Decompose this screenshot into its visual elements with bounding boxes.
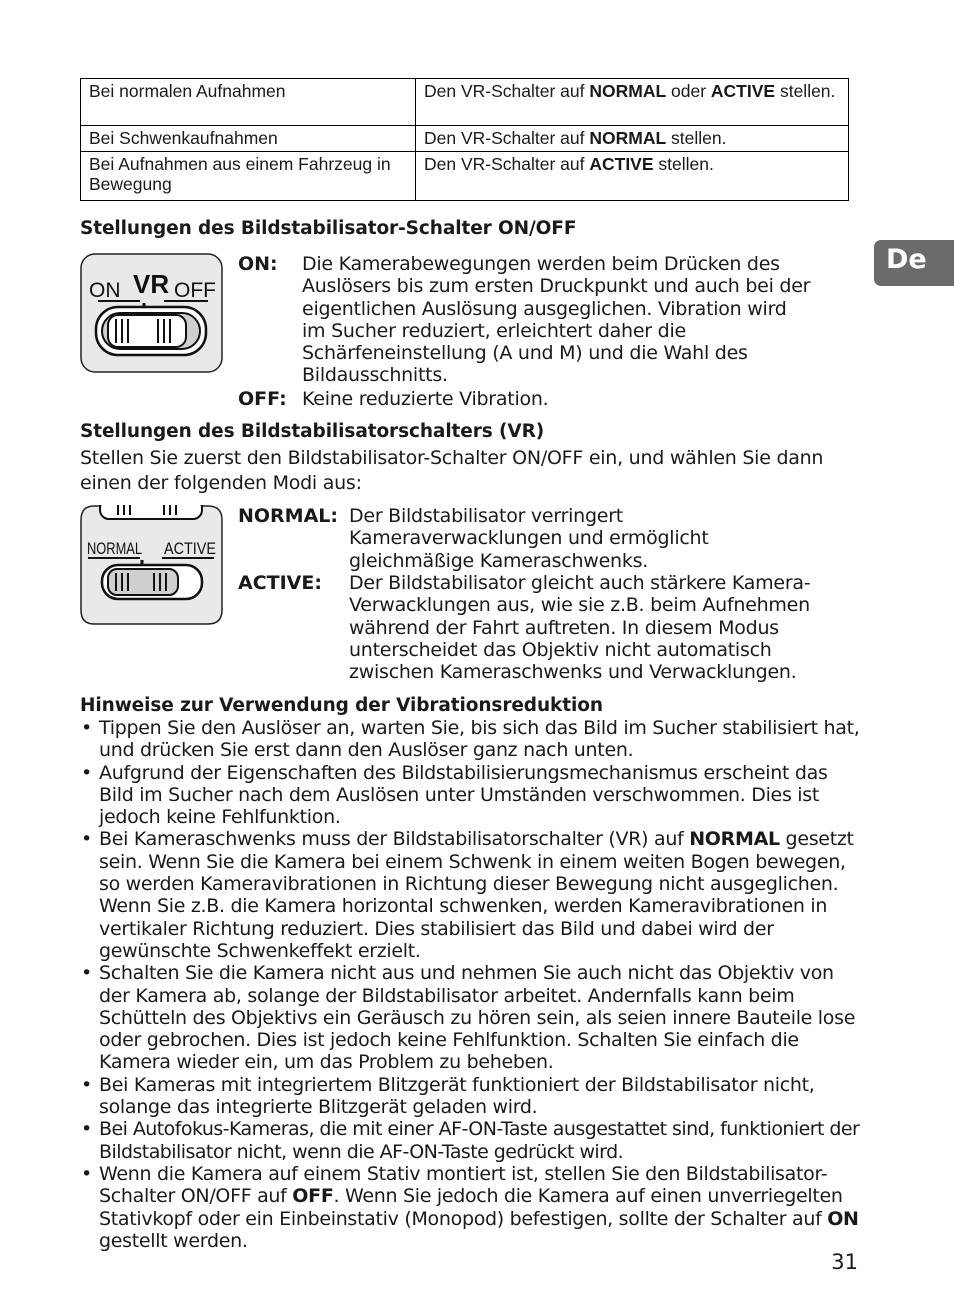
list-item: • Wenn die Kamera auf einem Stativ montiert ist, stellen Sie den Bildstabilisator-Schalter ON/OFF auf OFF. Wenn Sie jedoch die Kamera auf einen unverriegelten Stativkopf oder ein Einbeinstativ (Monopod) befestigen, sollte der Schalter auf ON gestellt werden. — [80, 1163, 866, 1252]
table-cell-situation: Bei Schwenkaufnahmen — [81, 126, 416, 152]
normal-label: NORMAL: — [238, 505, 339, 527]
switch-on-label: ON — [89, 279, 121, 302]
table-cell-situation: Bei Aufnahmen aus einem Fahrzeug in Bewegung — [81, 152, 416, 201]
language-tab — [874, 240, 954, 286]
list-item: • Bei Autofokus-Kameras, die mit einer AF-ON-Taste ausgestattet sind, funktioniert der Bildstabilisator nicht, wenn die AF-ON-Taste gedrückt wird. — [80, 1118, 866, 1163]
vr-modes-intro: Stellen Sie zuerst den Bildstabilisator-Schalter ON/OFF ein, und wählen Sie dann einen der folgenden Modi aus: — [80, 447, 824, 494]
list-item: • Tippen Sie den Auslöser an, warten Sie, bis sich das Bild im Sucher stabilisiert hat, und drücken Sie erst dann den Auslöser ganz nach unten. — [80, 717, 866, 762]
language-tab-label: De — [886, 244, 927, 275]
switch-vr-label: VR — [133, 269, 170, 299]
table-cell-situation: Bei normalen Aufnahmen — [81, 79, 416, 126]
vr-settings-table — [80, 78, 849, 201]
list-item: • Bei Kameras mit integriertem Blitzgerät funktioniert der Bildstabilisator nicht, solange das integrierte Blitzgerät geladen wird. — [80, 1074, 866, 1119]
on-label: ON: — [238, 253, 278, 275]
active-label: ACTIVE: — [238, 572, 322, 594]
switch-active-label: ACTIVE — [164, 539, 216, 558]
table-row — [81, 126, 849, 152]
table-cell-setting: Den VR-Schalter auf ACTIVE stellen. — [416, 152, 849, 201]
list-item: • Schalten Sie die Kamera nicht aus und nehmen Sie auch nicht das Objektiv von der Kamera ab, solange der Bildstabilisator arbeitet. Andernfalls kann beim Schütteln des Objektivs ein Geräusch zu hören sein, als seien innere Bauteile lose oder gebrochen. Dies ist jedoch keine Fehlfunktion. Schalten Sie einfach die Kamera wieder ein, um das Problem zu beheben. — [80, 962, 866, 1073]
off-label: OFF: — [238, 388, 287, 410]
table-cell-setting: Den VR-Schalter auf NORMAL oder ACTIVE stellen. — [416, 79, 849, 126]
section-heading-notes: Hinweise zur Verwendung der Vibrationsreduktion — [80, 695, 603, 716]
list-item: • Aufgrund der Eigenschaften des Bildstabilisierungsmechanismus erscheint das Bild im Sucher nach dem Auslösen unter Umständen verschwommen. Dies ist jedoch keine Fehlfunktion. — [80, 762, 866, 829]
off-description: Keine reduzierte Vibration. — [302, 388, 549, 410]
section-heading-onoff: Stellungen des Bildstabilisator-Schalter ON/OFF — [80, 218, 577, 239]
notes-list — [80, 717, 866, 1252]
section-heading-vr-modes: Stellungen des Bildstabilisatorschalters (VR) — [80, 421, 545, 442]
table-row — [81, 152, 849, 201]
switch-off-label: OFF — [174, 279, 216, 302]
table-cell-setting: Den VR-Schalter auf NORMAL stellen. — [416, 126, 849, 152]
onoff-switch-illustration — [80, 253, 223, 373]
page-number: 31 — [831, 1250, 858, 1274]
on-description: Die Kamerabewegungen werden beim Drücken des Auslösers bis zum ersten Druckpunkt und auch bei der eigentlichen Auslösung ausgeglichen. Vibration wird im Sucher reduziert, erleichtert daher die Schärfeneinstellung (A und M) und die Wahl des Bildausschnitts. — [302, 253, 811, 387]
list-item: • Bei Kameraschwenks muss der Bildstabilisatorschalter (VR) auf NORMAL gesetzt sein. Wenn Sie die Kamera bei einem Schwenk in einem weiten Bogen bewegen, so werden Kameravibrationen in Richtung dieser Bewegung nicht ausgeglichen. Wenn Sie z.B. die Kamera horizontal schwenken, werden Kameravibrationen in vertikaler Richtung reduziert. Dies stabilisiert das Bild und dabei wird der gewünschte Schwenkeffekt erzielt. — [80, 828, 866, 962]
active-description: Der Bildstabilisator gleicht auch stärkere Kamera-Verwacklungen aus, wie sie z.B. beim Aufnehmen während der Fahrt auftreten. In diesem Modus unterscheidet das Objektiv nicht automatisch zwischen Kameraschwenks und Verwacklungen. — [349, 572, 811, 684]
switch-normal-label: NORMAL — [87, 539, 142, 558]
table-row — [81, 79, 849, 126]
vr-mode-switch-illustration — [80, 505, 223, 625]
normal-description: Der Bildstabilisator verringert Kameraverwacklungen und ermöglicht gleichmäßige Kameraschwenks. — [349, 505, 709, 572]
